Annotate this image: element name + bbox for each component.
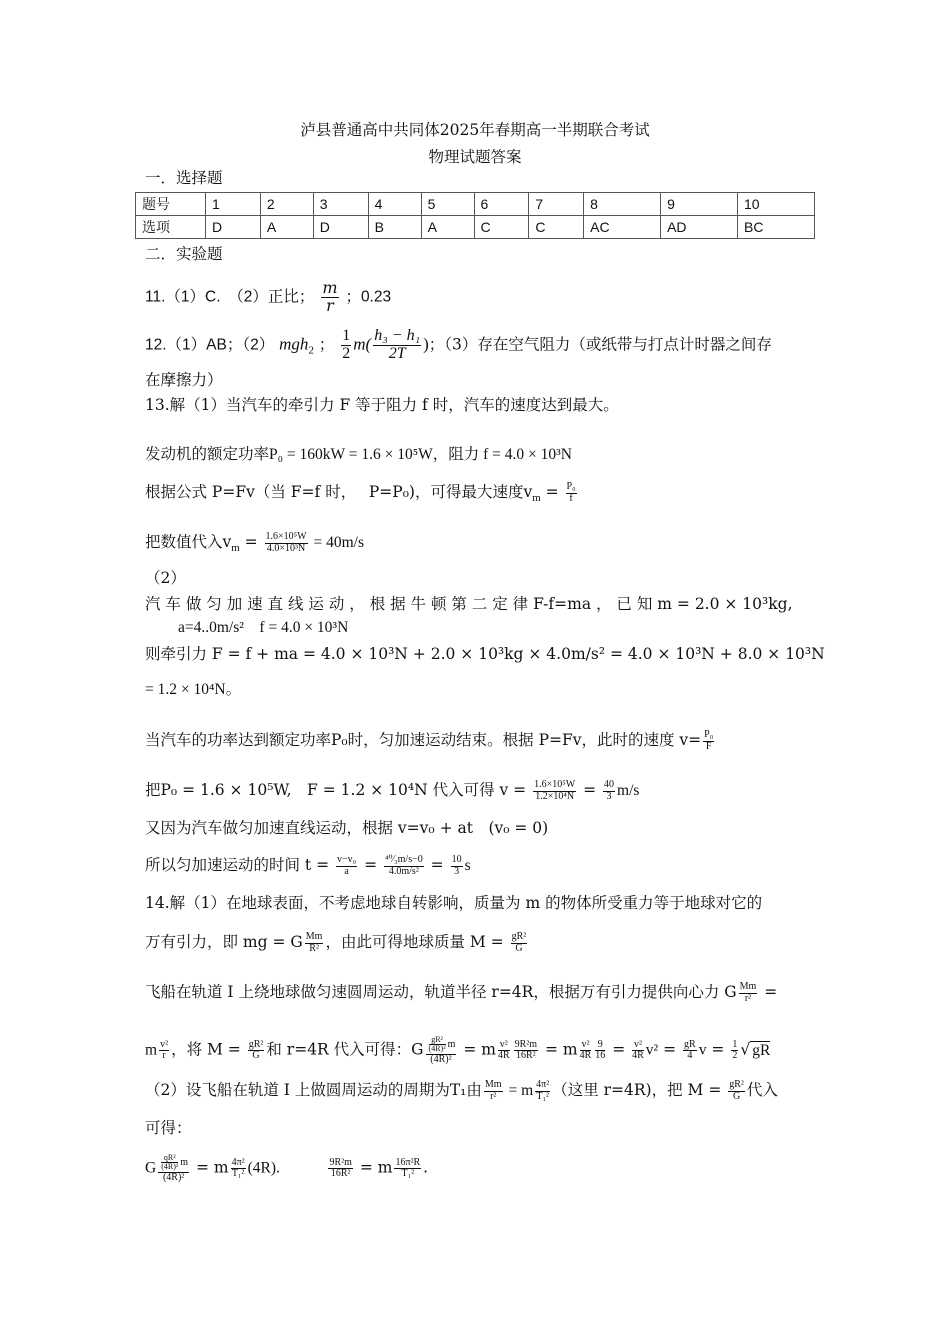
fraction: $\frac{Mm}{\text{R²}}$ [305,931,323,954]
q13-line1: 13.解（1）当汽车的牵引力 F 等于阻力 f 时，汽车的速度达到最大。 [145,396,619,414]
table-cell: 7 [529,193,584,216]
q13-line5: 汽 车 做 匀 加 速 直 线 运 动 ， 根 据 牛 顿 第 二 定 律 F-f=ma ， 已 知 m = 2.0 × 10³kg, [145,595,793,613]
table-cell: A [421,216,474,239]
fraction: $\frac{\text{gR²}}{G}$ [729,1079,744,1102]
fraction: $\frac{10}{3}$ [451,854,462,877]
fraction: $\frac{\text{v²}}{4R}$ [579,1038,592,1062]
q13-line9: 当汽车的功率达到额定功率P₀时，匀加速运动结束。根据 P=Fv，此时的速度 v= $\frac{\text{P₀}}{F}$ [145,729,714,752]
table-cell: 1 [206,193,261,216]
table-cell: 2 [260,193,313,216]
fraction: $\frac{Mm}{\text{r²}}$ [484,1079,502,1102]
q13-line6: a=4..0m/s² f = 4.0 × 10³N [178,619,349,636]
q14-line2: 万有引力，即 mg = G $\frac{Mm}{\text{R²}}$ ，由此可得地球质量 M = $\frac{\text{gR²}}{G}$ [145,931,527,954]
fraction: $\frac{\text{9R²m}}{\text{16R²}}$ [329,1156,352,1180]
fraction: $\frac{\text{4π²}}{\text{T₁²}}$ [231,1156,245,1180]
table-cell: B [368,216,421,239]
table-cell: 9 [661,193,738,216]
fraction: $\frac{\text{1.6×10⁵W}}{\text{1.2×10⁴N}}$ [534,779,576,802]
fraction: $\frac{gR}{4}$ [684,1038,696,1062]
table-cell: 10 [738,193,815,216]
table-cell: AD [661,216,738,239]
fraction: $\frac{\text{P₀}}{f}$ [566,481,576,504]
fraction: $\frac{\text{P₀}}{F}$ [704,729,714,752]
q14-line7: G $\frac{\text{qR²}}{\text{(4R)²}}$ m (4R)² = m $\frac{\text{4π²}}{\text{T₁²}}$ (4R). $\frac{\text{9R²m}}{\text{16R²}}$ = m $\frac{\text{16π²R}}{\text{T₁²}}$ . [145,1153,429,1183]
q13-line11: 又因为汽车做匀加速直线运动，根据 v=v₀ + at (v₀ = 0) [145,819,549,837]
fraction: $\frac{9}{16}$ [595,1038,606,1062]
q13-line3: 根据公式 P=Fv（当 F=f 时， P=P₀)，可得最大速度$v_m$ = $\frac{\text{P₀}}{f}$ [145,481,576,505]
fraction: $\frac{m}{r}$ [322,278,338,315]
table-cell: 5 [421,193,474,216]
fraction: $\frac{\text{v²}}{4R}$ [497,1038,510,1062]
nested-fraction: $\frac{\text{qR²}}{\text{(4R)²}}$ m (4R)² [158,1154,189,1183]
fraction: $\frac{\text{⁴⁰⁄₃m/s−0}}{\text{4.0m/s²}}$ [384,854,423,877]
fraction: $\frac{1}{2}$ [732,1038,738,1062]
q13-line4: 把数值代入$v_m$ = $\frac{\text{1.6×10⁵W}}{\text{4.0×10³N}}$ = 40m/s [145,531,365,555]
fraction: $\frac{\text{4π²}}{\text{T₁²}}$ [536,1079,550,1102]
doc-subtitle: 物理试题答案 [428,148,522,166]
q13-line10: 把P₀ = 1.6 × 10⁵W, F = 1.2 × 10⁴N 代入可得 v = $\frac{\text{1.6×10⁵W}}{\text{1.2×10⁴N}}$ = $\frac{40}{3}$ m/s [145,779,640,802]
section-title-choice: 一．选择题 [145,169,223,187]
fraction: $\frac{Mm}{\text{r²}}$ [739,981,757,1004]
q14-line6: 可得： [145,1119,192,1137]
q14-line5: （2）设飞船在轨道 I 上做圆周运动的周期为T₁由 $\frac{Mm}{\text{r²}}$ = m $\frac{\text{4π²}}{\text{T₁²}}$ （这里 r=4R)，把 M = $\frac{\text{gR²}}{G}$ 代入 [145,1079,778,1102]
q13-part2-label: （2） [145,569,186,587]
q14-line1: 14.解（1）在地球表面，不考虑地球自转影响，质量为 m 的物体所受重力等于地球对它的 [145,894,763,912]
table-row-answers [136,216,815,239]
table-cell: C [474,216,529,239]
table-cell: 6 [474,193,529,216]
doc-title: 泸县普通高中共同体2025年春期高一半期联合考试 [300,121,650,139]
table-cell: 3 [313,193,368,216]
fraction: $\frac{\text{v−v₀}}{a}$ [337,854,357,877]
table-row-numbers [136,193,815,216]
q14-line3: 飞船在轨道 I 上绕地球做匀速圆周运动，轨道半径 r=4R，根据万有引力提供向心力 G $\frac{Mm}{\text{r²}}$ = [145,981,778,1004]
row-header: 选项 [136,216,206,239]
sqrt-icon: √ [740,1040,751,1059]
answer-q11: 11.（1）C. （2）正比； $\frac{m}{r}$ ；0.23 [145,278,392,315]
fraction: $\frac{\text{1.6×10⁵W}}{\text{4.0×10³N}}$ [265,531,307,554]
answer-q12-line2: 在摩擦力） [145,371,223,389]
table-cell: AC [584,216,661,239]
q13-line12: 所以匀加速运动的时间 t = $\frac{\text{v−v₀}}{a}$ = $\frac{\text{⁴⁰⁄₃m/s−0}}{\text{4.0m/s²}}$ = $\frac{10}{3}$ s [145,854,471,877]
fraction: $\frac{40}{3}$ [604,779,615,802]
answer-table [135,192,815,239]
q13-line7: 则牵引力 F = f + ma = 4.0 × 10³N + 2.0 × 10³kg × 4.0m/s² = 4.0 × 10³N + 8.0 × 10³N [145,645,825,663]
fraction: $\frac{\text{h₃ − h₁}}{2T}$ [374,327,421,362]
table-cell: BC [738,216,815,239]
q13-line2: 发动机的额定功率P₀ = 160kW = 1.6 × 10⁵W，阻力 f = 4.0 × 10³N [145,446,572,463]
table-cell: D [206,216,261,239]
fraction: $\frac{1}{2}$ [342,327,351,362]
row-header: 题号 [136,193,206,216]
fraction: $\frac{\text{gR²}}{G}$ [248,1038,264,1062]
table-cell: D [313,216,368,239]
answer-q12: 12.（1）AB；（2） mgh$_2$ ； $\frac{1}{2}$ m( $\frac{\text{h₃ − h₁}}{2T}$ )；（3）存在空气阻力（或纸带与打点计时器之间存 [145,327,772,362]
nested-fraction: $\frac{\text{gR²}}{\text{(4R)²}}$ m (4R)² [426,1036,457,1065]
fraction: $\frac{\text{gR²}}{G}$ [511,931,527,954]
table-cell: 4 [368,193,421,216]
fraction: $\frac{\text{9R²m}}{\text{16R²}}$ [514,1038,538,1062]
table-cell: 8 [584,193,661,216]
table-cell: A [260,216,313,239]
q14-line4: m $\frac{\text{v²}}{r}$ ，将 M = $\frac{\text{gR²}}{G}$ 和 r=4R 代入可得：G $\frac{\text{gR²}}{\text{(4R)²}}$ m (4R)² = m $\frac{\text{v²}}{4R}$ $\frac{\text{9R²m}}{\text{16R²}}$ = m $\frac{\text{v²}}{4R}$ $\frac{9}{16}$ = $\frac{\text{v²}}{4R}$ v² = $\frac{gR}{4}$ v = $\frac{1}{2}$ √ gR [145,1035,771,1065]
fraction: $\frac{\text{16π²R}}{\text{T₁²}}$ [395,1156,421,1180]
fraction: $\frac{\text{v²}}{r}$ [160,1038,169,1062]
q13-line8: = 1.2 × 10⁴N。 [145,681,242,698]
table-cell: C [529,216,584,239]
fraction: $\frac{\text{v²}}{4R}$ [632,1038,644,1062]
section-title-experiment: 二．实验题 [145,245,223,263]
